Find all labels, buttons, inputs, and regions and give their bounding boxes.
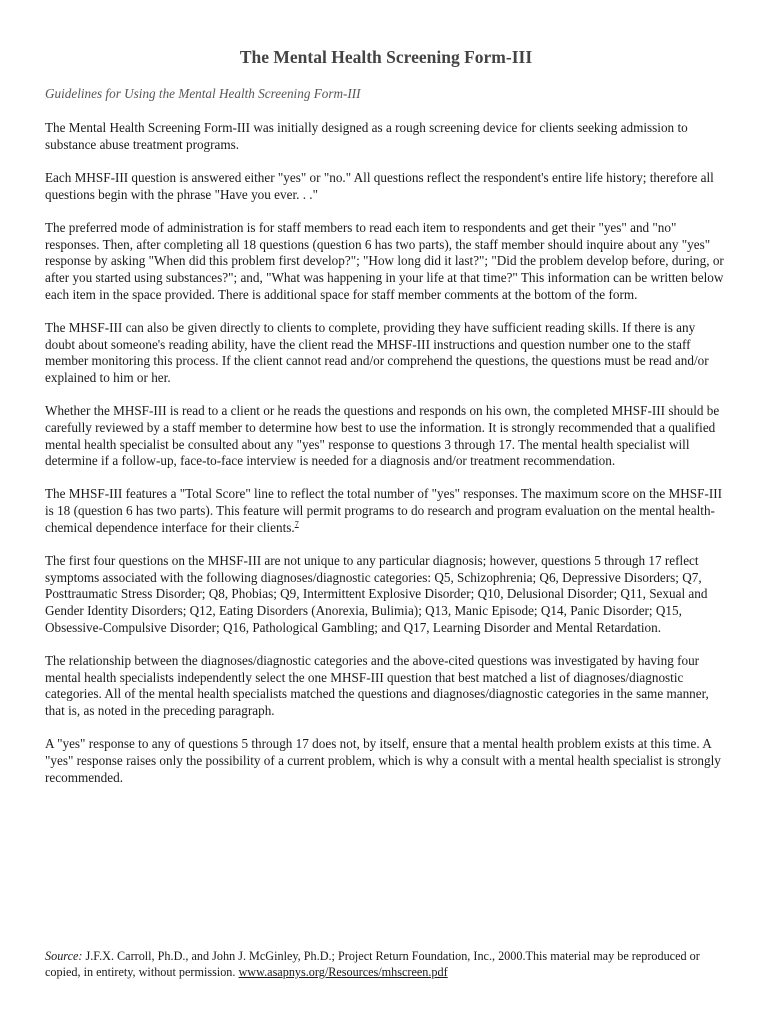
paragraph-validation: The relationship between the diagnoses/diagnostic categories and the above-cited questions was investigated by having four mental health specialists independently select the one MHSF-III question that best matched a list of diagnoses/diagnostic categories. All of the mental health specialists matched the questions and diagnoses/diagnostic categories in the same manner, that is, as noted in the preceding paragraph.	[45, 653, 709, 719]
paragraph-answer-format: Each MHSF-III question is answered either "yes" or "no." All questions reflect the respondent's entire life history; therefore all questions begin with the phrase "Have you ever. . ."	[45, 169, 714, 202]
source-label: Source:	[45, 949, 83, 963]
page-title: The Mental Health Screening Form-III	[239, 47, 533, 67]
paragraph-yes-response: A "yes" response to any of questions 5 through 17 does not, by itself, ensure that a mental health problem exists at this time. A "yes" response raises only the possibility of a current problem, which is why a consult with a mental health specialist is strongly recommended.	[45, 736, 721, 785]
paragraph-total-score	[45, 486, 727, 536]
page-subtitle: Guidelines for Using the Mental Health Screening Form-III	[45, 86, 361, 101]
source-link[interactable]: www.asapnys.org/Resources/mhscreen.pdf	[238, 965, 448, 979]
paragraph-total-score-text: The MHSF-III features a "Total Score" line to reflect the total number of "yes" responses. The maximum score on the MHSF-III is 18 (question 6 has two parts). This feature will permit programs to do research and program evaluation on the mental health-chemical dependence interface for their clients.	[45, 486, 722, 535]
paragraph-purpose: The Mental Health Screening Form-III was initially designed as a rough screening device for clients seeking admission to substance abuse treatment programs.	[45, 120, 688, 152]
paragraph-administration: The preferred mode of administration is for staff members to read each item to respondents and get their "yes" and "no" responses. Then, after completing all 18 questions (question 6 has two parts), the staff member should inquire about any "yes" response by asking "When did this problem first develop?"; "How long did it last?"; "Did the problem develop before, during, or after you started using substances?"; and, "What was happening in your life at that time?" This information can be written below each item in the space provided. There is additional space for staff member comments at the bottom of the form.	[45, 219, 724, 302]
document-page	[45, 0, 727, 1024]
footnote-marker: 7	[294, 519, 299, 529]
paragraph-review: Whether the MHSF-III is read to a client or he reads the questions and responds on his own, the completed MHSF-III should be carefully reviewed by a staff member to determine how best to use the information. It is strongly recommended that a qualified mental health specialist be consulted about any "yes" response to questions 3 through 17. The mental health specialist will determine if a follow-up, face-to-face interview is needed for a diagnosis and/or treatment recommendation.	[45, 403, 720, 469]
paragraph-diagnostic-categories: The first four questions on the MHSF-III are not unique to any particular diagnosis; however, questions 5 through 17 reflect symptoms associated with the following diagnoses/diagnostic categories: Q5, Schizophrenia; Q6, Depressive Disorders; Q7, Posttraumatic Stress Disorder; Q8, Phobias; Q9, Intermittent Explosive Disorder; Q10, Delusional Disorder; Q11, Sexual and Gender Identity Disorders; Q12, Eating Disorders (Anorexia, Bulimia); Q13, Manic Episode; Q14, Panic Disorder; Q15, Obsessive-Compulsive Disorder; Q16, Pathological Gambling; and Q17, Learning Disorder and Mental Retardation.	[45, 553, 708, 635]
source-text: J.F.X. Carroll, Ph.D., and John J. McGinley, Ph.D.; Project Return Foundation, Inc., 2000.This material may be reproduced or copied, in entirety, without permission.	[45, 949, 700, 979]
source-citation	[45, 948, 727, 980]
paragraph-self-administration: The MHSF-III can also be given directly to clients to complete, providing they have sufficient reading skills. If there is any doubt about someone's reading ability, have the client read the MHSF-III instructions and question number one to the staff member monitoring this process. If the client cannot read and/or comprehend the questions, the questions must be read and/or explained to him or her.	[45, 319, 709, 385]
document-body	[45, 120, 727, 803]
